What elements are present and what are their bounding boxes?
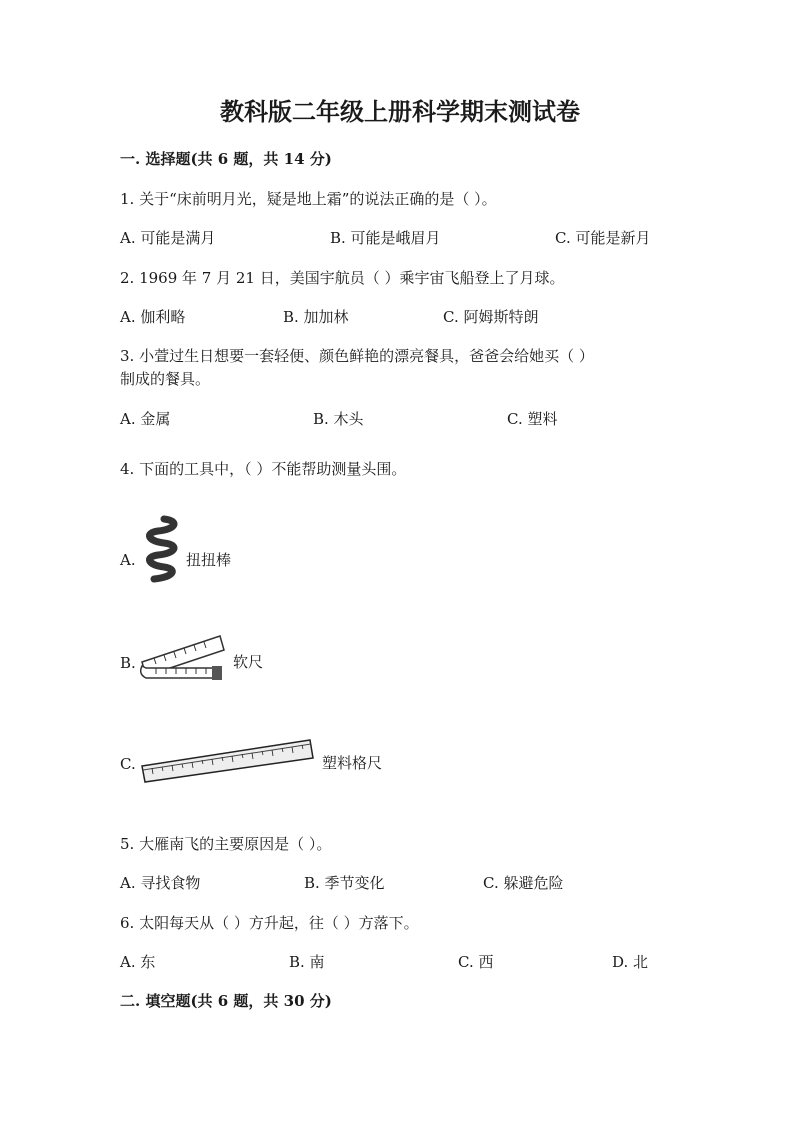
question-4-option-c-label: 塑料格尺: [322, 754, 383, 772]
page-title: 教科版二年级上册科学期末测试卷: [220, 97, 580, 126]
twist-stick-icon: [140, 515, 180, 585]
question-3-option-c: C. 塑料: [507, 410, 558, 428]
question-4-stem: 4. 下面的工具中，（ ）不能帮助测量头围。: [120, 460, 407, 478]
section-heading-choice: 一. 选择题(共 6 题，共 14 分): [120, 150, 332, 168]
question-5-option-c: C. 躲避危险: [483, 874, 564, 892]
question-6-option-a: A. 东: [120, 953, 156, 971]
question-1-option-b: B. 可能是峨眉月: [330, 229, 441, 247]
question-2-option-a: A. 伽利略: [120, 308, 186, 326]
question-3-stem-line2: 制成的餐具。: [120, 370, 211, 388]
question-3-option-a: A. 金属: [120, 410, 171, 428]
question-4-option-c-letter: C.: [120, 755, 136, 773]
section-heading-fill: 二. 填空题(共 6 题，共 30 分): [120, 992, 332, 1010]
question-6-option-c: C. 西: [458, 953, 494, 971]
question-1-option-c: C. 可能是新月: [555, 229, 651, 247]
question-2-option-b: B. 加加林: [283, 308, 349, 326]
tape-measure-icon: [136, 628, 228, 688]
question-4-option-a-letter: A.: [120, 551, 136, 569]
question-4-option-b-letter: B.: [120, 654, 136, 672]
question-5-option-b: B. 季节变化: [304, 874, 385, 892]
question-5-stem: 5. 大雁南飞的主要原因是（ ）。: [120, 835, 332, 853]
question-6-stem: 6. 太阳每天从（ ）方升起，往（ ）方落下。: [120, 914, 419, 932]
question-6-option-b: B. 南: [289, 953, 325, 971]
plastic-ruler-icon: [140, 736, 315, 784]
question-3-option-b: B. 木头: [313, 410, 364, 428]
question-1-stem: 1. 关于“床前明月光，疑是地上霜”的说法正确的是（ ）。: [120, 190, 497, 208]
question-3-stem-line1: 3. 小萱过生日想要一套轻便、颜色鲜艳的漂亮餐具，爸爸会给她买（ ）: [120, 347, 594, 365]
question-2-stem: 2. 1969 年 7 月 21 日，美国宇航员（ ）乘宇宙飞船登上了月球。: [120, 269, 565, 287]
question-1-option-a: A. 可能是满月: [120, 229, 216, 247]
question-5-option-a: A. 寻找食物: [120, 874, 201, 892]
question-6-option-d: D. 北: [612, 953, 649, 971]
question-2-option-c: C. 阿姆斯特朗: [443, 308, 539, 326]
question-4-option-a-label: 扭扭棒: [186, 551, 232, 569]
question-4-option-b-label: 软尺: [233, 653, 264, 671]
